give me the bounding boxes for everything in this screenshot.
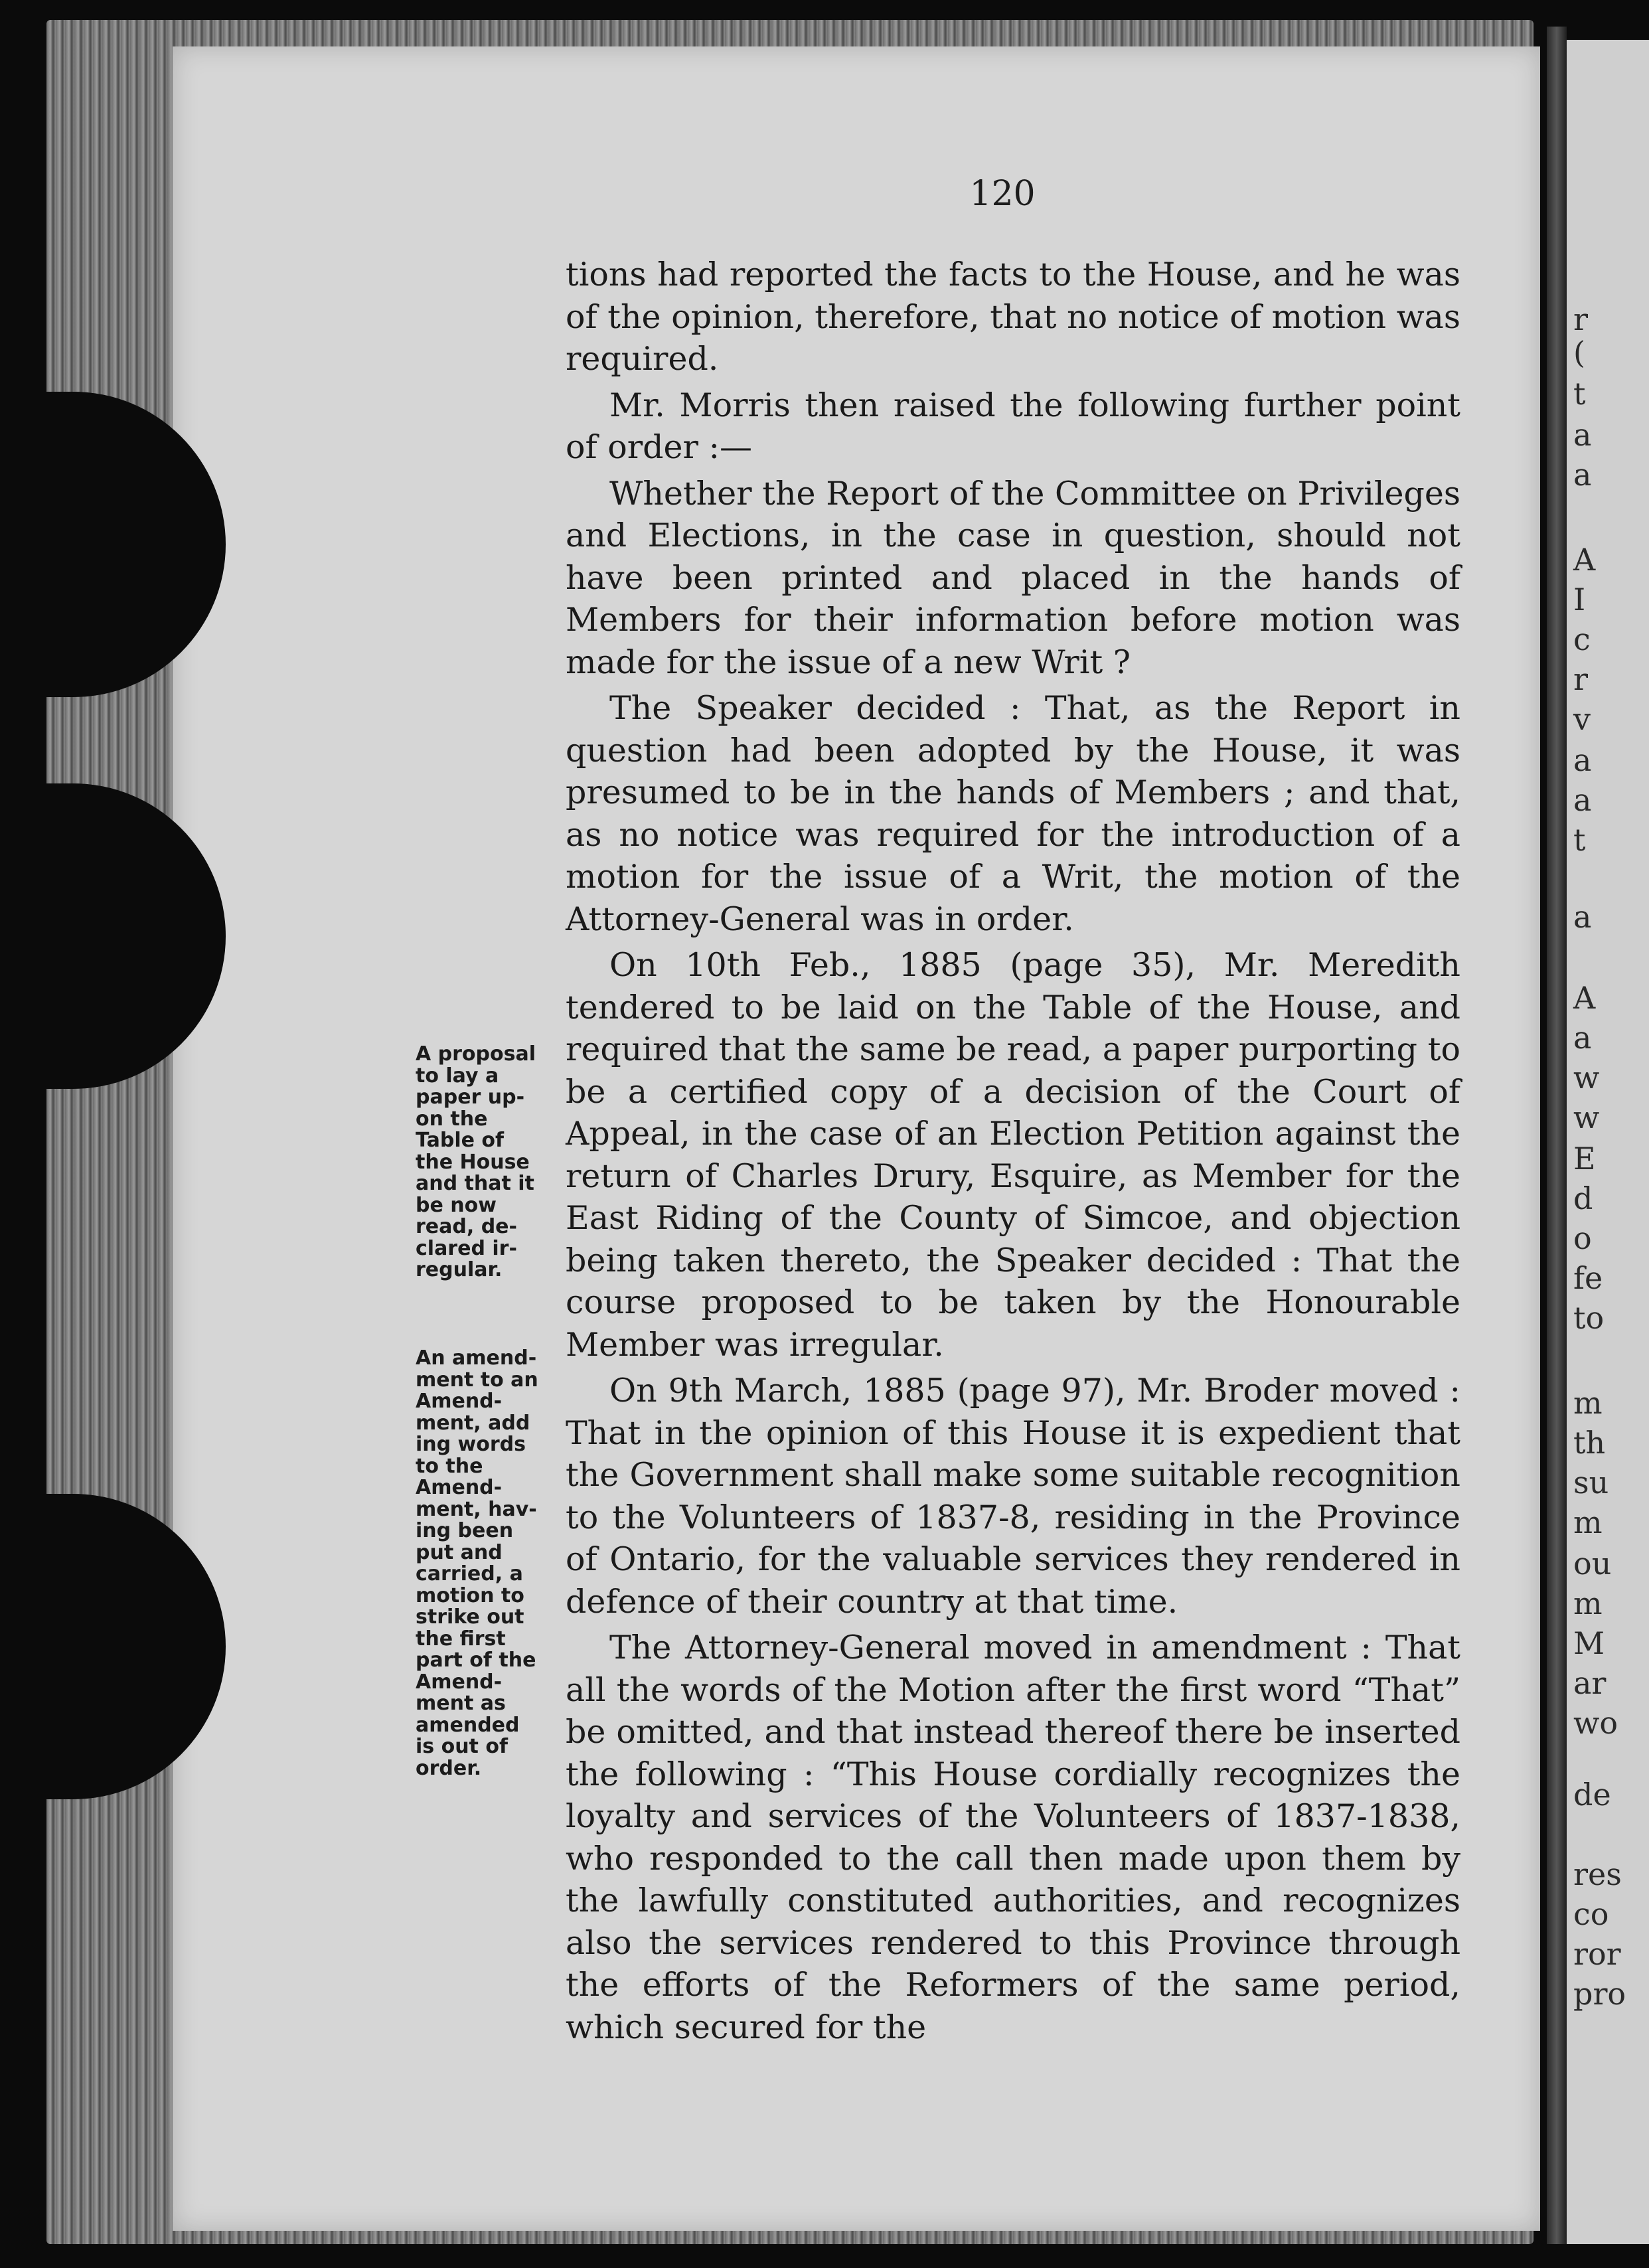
facing-fragment: t (1573, 376, 1586, 412)
margin-note: A proposal to lay a paper up- on the Table of the House and that it be now read, de- clared ir- regular. (416, 1042, 536, 1281)
paragraph: Whether the Report of the Committee on Privileges and Elections, in the case in question, should not have been printed and placed in the hands of Members for their information before motion was made for the issue of a new Writ ? (566, 474, 1460, 681)
facing-fragment: co (1573, 1896, 1609, 1932)
facing-fragment: w (1573, 1060, 1600, 1095)
facing-fragment: ror (1573, 1936, 1621, 1972)
facing-fragment: a (1573, 417, 1592, 453)
paragraph: tions had reported the facts to the House, and he was of the opinion, therefore, that no notice of motion was required. (566, 256, 1460, 378)
facing-fragment: A (1573, 980, 1596, 1016)
paragraph: Mr. Morris then raised the following further point of order :— (566, 386, 1460, 466)
facing-fragment: v (1573, 701, 1591, 737)
body-text (566, 254, 1460, 2052)
page-number: 120 (969, 174, 1036, 214)
facing-fragment: d (1573, 1180, 1593, 1216)
facing-fragment: w (1573, 1099, 1600, 1135)
paragraph: On 9th March, 1885 (page 97), Mr. Broder moved : That in the opinion of this House it is expedient that the Government shall make some suitable recognition to the Volunteers of 1837-8, residing in the Province of Ontario, for the valuable services they rendered in defence of their country at that time. (566, 1372, 1460, 1621)
facing-fragment: res (1573, 1856, 1622, 1892)
paragraph: The Attorney-General moved in amendment : That all the words of the Motion after the first word “That” be omitted, and that instead thereof there be inserted the following : “This House cordially recognizes the loyalty and services of the Volunteers of 1837-1838, who responded to the call then made upon them by the lawfully constituted authorities, and recognizes also the services rendered to this Province through the efforts of the Reformers of the same period, which secured for the (566, 1629, 1460, 2046)
facing-fragment: wo (1573, 1705, 1618, 1741)
facing-fragment: a (1573, 1020, 1592, 1056)
book-gutter (1547, 27, 1567, 2244)
facing-fragment: M (1573, 1625, 1605, 1661)
facing-fragment: A (1573, 542, 1596, 578)
facing-fragment: c (1573, 621, 1591, 657)
facing-fragment: E (1573, 1141, 1596, 1176)
facing-fragment: m (1573, 1385, 1603, 1421)
facing-fragment: a (1573, 899, 1592, 935)
facing-fragment: r (1573, 301, 1588, 337)
paragraph: On 10th Feb., 1885 (page 35), Mr. Meredith tendered to be laid on the Table of the House, and required that the same be read, a paper purporting to be a certified copy of a decision of the Court of Appeal, in the case of an Election Petition against the return of Charles Drury, Esquire, as Member for the East Riding of the County of Simcoe, and objection being taken thereto, the Speaker decided : That the course proposed to be taken by the Honourable Member was irregular. (566, 946, 1460, 1364)
facing-fragment: de (1573, 1777, 1611, 1813)
facing-fragment: th (1573, 1425, 1606, 1461)
margin-note: An amend- ment to an Amend- ment, add ing words to the Amend- ment, hav- ing been put and carried, a motion to strike out the first part of the Amend- ment as amended is out of order. (416, 1346, 538, 1780)
facing-fragment: r (1573, 661, 1588, 697)
facing-fragment: ( (1573, 335, 1585, 370)
paragraph: The Speaker decided : That, as the Report in question had been adopted by the House, it was presumed to be in the hands of Members ; and that, as no notice was required for the introduction of a motion for the issue of a Writ, the motion of the Attorney-General was in order. (566, 689, 1460, 938)
facing-fragment: pro (1573, 1976, 1626, 2012)
facing-page (1567, 40, 1649, 2244)
facing-fragment: m (1573, 1504, 1603, 1540)
facing-fragment: ou (1573, 1546, 1612, 1581)
facing-fragment: a (1573, 457, 1592, 493)
facing-fragment: ar (1573, 1665, 1607, 1701)
facing-fragment: I (1573, 582, 1586, 617)
facing-fragment: o (1573, 1220, 1592, 1256)
facing-fragment: fe (1573, 1260, 1603, 1296)
facing-fragment: a (1573, 742, 1592, 778)
facing-fragment: t (1573, 822, 1586, 858)
facing-fragment: to (1573, 1300, 1605, 1336)
facing-fragment: su (1573, 1465, 1609, 1500)
facing-fragment: a (1573, 782, 1592, 818)
facing-fragment: m (1573, 1585, 1603, 1621)
